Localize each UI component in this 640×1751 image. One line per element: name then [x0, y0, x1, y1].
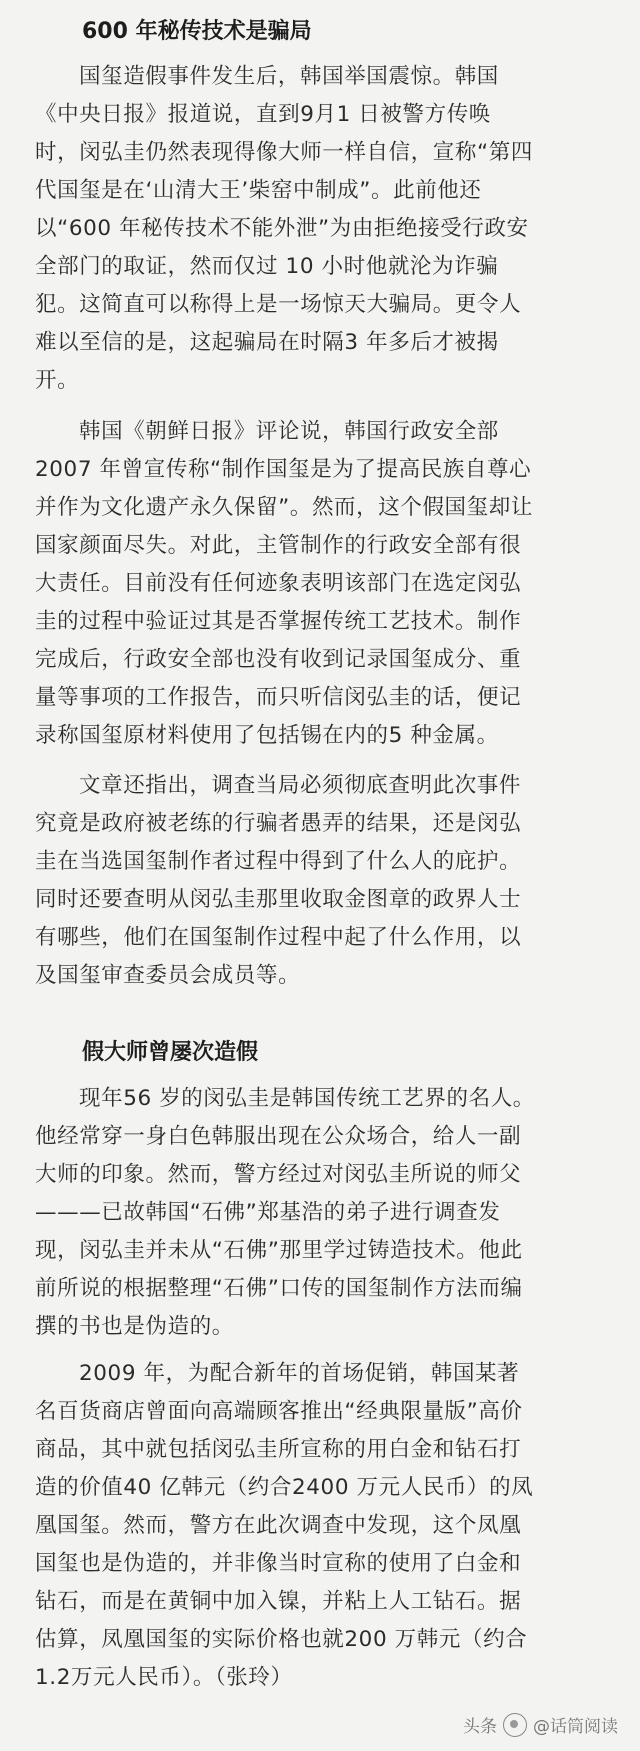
source-watermark — [463, 1712, 618, 1737]
text-line: 估算，凤凰国玺的实际价格也就200 万韩元（约合 — [35, 1627, 528, 1652]
paragraph-1 — [35, 58, 625, 400]
text-line: 商品，其中就包括闵弘圭所宣称的用白金和钻石打 — [35, 1437, 522, 1462]
text-line: 现年56 岁的闵弘圭是韩国传统工艺界的名人。 — [79, 1086, 535, 1111]
section-heading-2: 假大师曾屡次造假 — [82, 1040, 259, 1065]
text-line: 大责任。目前没有任何迹象表明该部门在选定闵弘 — [35, 571, 522, 596]
text-line: 国玺也是伪造的，并非像当时宣称的使用了白金和 — [35, 1551, 522, 1576]
text-line: 他经常穿一身白色韩服出现在公众场合，给人一副 — [35, 1124, 522, 1149]
text-line: 圭的过程中验证过其是否掌握传统工艺技术。制作 — [35, 609, 522, 634]
text-line: 名百货商店曾面向高端顾客推出“经典限量版”高价 — [35, 1399, 523, 1424]
text-line: 凰国玺。然而，警方在此次调查中发现，这个凤凰 — [35, 1513, 522, 1538]
text-line: 有哪些，他们在国玺制作过程中起了什么作用，以 — [35, 925, 522, 950]
watermark-handle[interactable]: @话筒阅读 — [533, 1717, 618, 1737]
text-line: 韩国《朝鲜日报》评论说，韩国行政安全部 — [79, 419, 499, 444]
text-line: 文章还指出，调查当局必须彻底查明此次事件 — [79, 773, 522, 798]
paragraph-4 — [35, 1080, 625, 1346]
paragraph-3 — [35, 767, 625, 995]
text-line: 撰的书也是伪造的。 — [35, 1314, 234, 1339]
text-line: 同时还要查明从闵弘圭那里收取金图章的政界人士 — [35, 887, 522, 912]
text-line: 2009 年，为配合新年的首场促销，韩国某著 — [79, 1361, 520, 1386]
text-line: 2007 年曾宣传称“制作国玺是为了提高民族自尊心 — [35, 457, 532, 482]
text-line: 并作为文化遗产永久保留”。然而，这个假国玺却让 — [35, 495, 533, 520]
paragraph-2 — [35, 413, 625, 755]
text-line: 开。 — [35, 368, 80, 393]
text-line: 及国玺审查委员会成员等。 — [35, 963, 301, 988]
watermark-prefix: 头条 — [463, 1717, 497, 1737]
paragraph-5 — [35, 1355, 625, 1697]
text-line: 圭在当选国玺制作者过程中得到了什么人的庇护。 — [35, 849, 522, 874]
text-line: 犯。这简直可以称得上是一场惊天大骗局。更令人 — [35, 292, 522, 317]
text-line: 难以至信的是，这起骗局在时隔3 年多后才被揭 — [35, 330, 499, 355]
text-line: 前所说的根据整理“石佛”口传的国玺制作方法而编 — [35, 1276, 523, 1301]
text-line: 大师的印象。然而，警方经过对闵弘圭所说的师父 — [35, 1162, 522, 1187]
text-line: 全部门的取证，然而仅过 10 小时他就沦为诈骗 — [35, 254, 499, 279]
text-line: 以“600 年秘传技术不能外泄”为由拒绝接受行政安 — [35, 216, 529, 241]
text-line: 1.2万元人民币）。（张玲） — [35, 1665, 293, 1690]
section-heading-1: 600 年秘传技术是骗局 — [82, 19, 312, 44]
text-line: 代国玺是在‘山清大王’柴窑中制成”。此前他还 — [35, 178, 482, 203]
text-line: ———已故韩国“石佛”郑基浩的弟子进行调查发 — [35, 1200, 501, 1225]
text-line: 录称国玺原材料使用了包括锡在内的5 种金属。 — [35, 723, 499, 748]
circle-logo-icon — [503, 1713, 527, 1737]
text-line: 《中央日报》报道说，直到9月1 日被警方传唤 — [35, 102, 491, 127]
text-line: 时，闵弘圭仍然表现得像大师一样自信，宣称“第四 — [35, 140, 533, 165]
text-line: 国玺造假事件发生后，韩国举国震惊。韩国 — [79, 64, 499, 89]
text-line: 现，闵弘圭并未从“石佛”那里学过铸造技术。他此 — [35, 1238, 523, 1263]
text-line: 量等事项的工作报告，而只听信闵弘圭的话，便记 — [35, 685, 522, 710]
text-line: 国家颜面尽失。对此，主管制作的行政安全部有很 — [35, 533, 522, 558]
text-line: 造的价值40 亿韩元（约合2400 万元人民币）的凤 — [35, 1475, 534, 1500]
text-line: 钻石，而是在黄铜中加入镍，并粘上人工钻石。据 — [35, 1589, 522, 1614]
text-line: 究竟是政府被老练的行骗者愚弄的结果，还是闵弘 — [35, 811, 522, 836]
text-line: 完成后，行政安全部也没有收到记录国玺成分、重 — [35, 647, 522, 672]
